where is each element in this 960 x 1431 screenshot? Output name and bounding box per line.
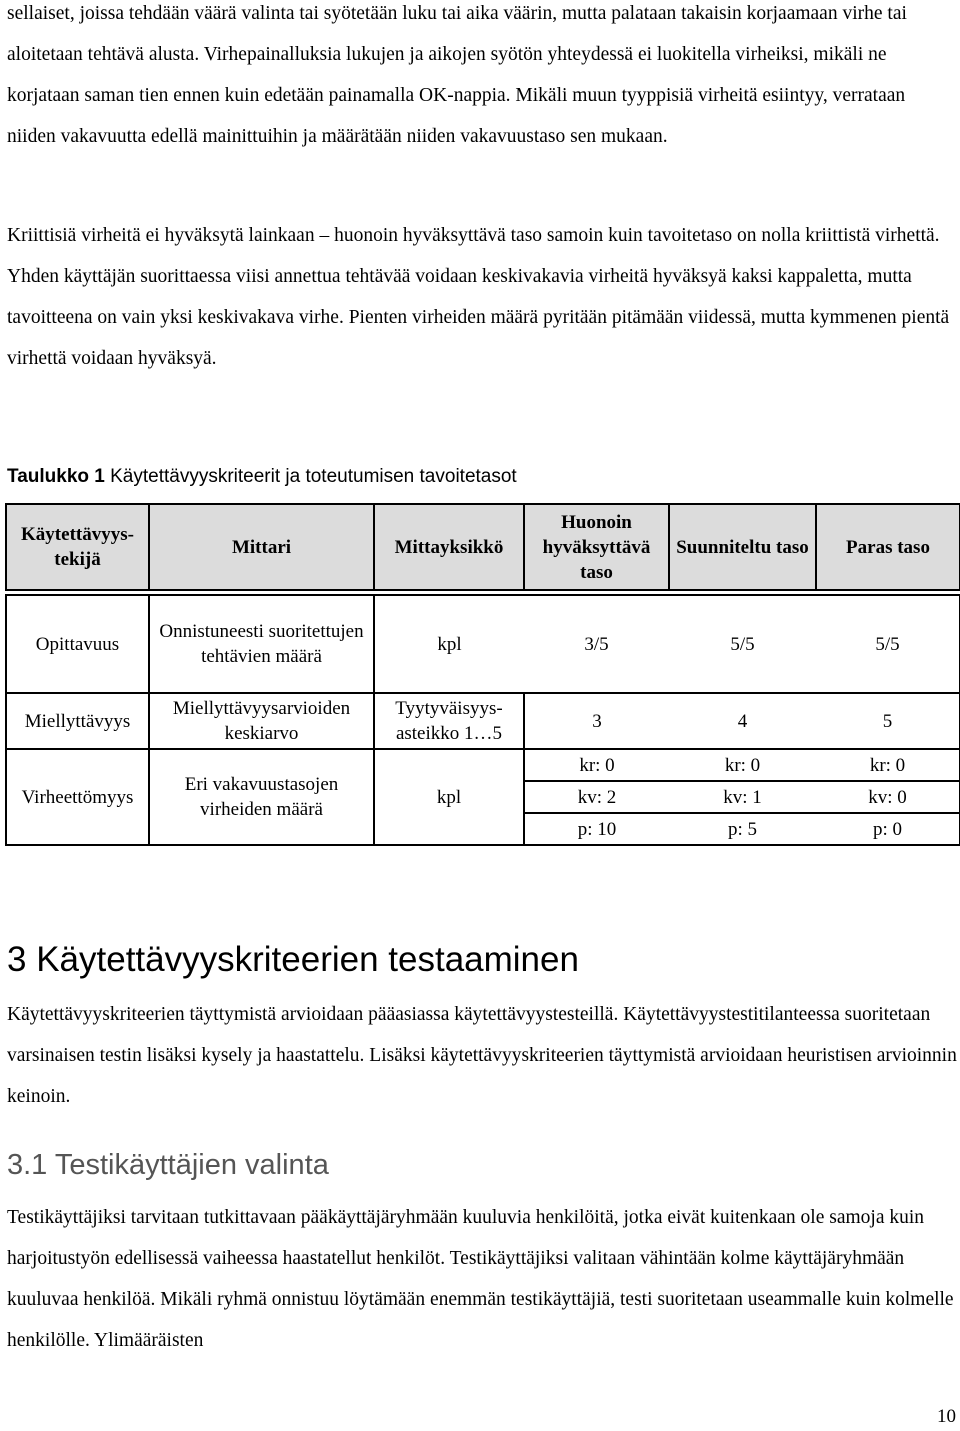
header-best: Paras taso [816,504,960,590]
cell-unit: kpl [374,749,524,845]
usability-criteria-table [5,503,960,846]
table-caption-text: Käytettävyyskriteerit ja toteutumisen tavoitetasot [104,466,517,487]
cell-worst: p: 10 [524,813,669,845]
cell-best: kr: 0 [816,749,960,781]
cell-metric: Onnistuneesti suoritettujen tehtävien määrä [149,595,374,693]
header-planned: Suunniteltu taso [669,504,816,590]
cell-planned: kv: 1 [669,781,816,813]
cell-best: 5/5 [816,595,960,693]
cell-worst: kv: 2 [524,781,669,813]
header-worst: Huonoin hyväksyttävä taso [524,504,669,590]
cell-metric: Miellyttävyysarvioiden keskiarvo [149,693,374,749]
table-header-row [6,504,960,590]
cell-metric: Eri vakavuustasojen virheiden määrä [149,749,374,845]
table-row [6,693,960,749]
cell-unit: Tyytyväisyys-asteikko 1…5 [374,693,524,749]
cell-worst: kr: 0 [524,749,669,781]
cell-factor: Opittavuus [6,595,149,693]
cell-planned: 5/5 [669,595,816,693]
section-3-heading: 3 Käytettävyyskriteerien testaaminen [7,940,579,979]
cell-best: p: 0 [816,813,960,845]
cell-worst: 3/5 [524,595,669,693]
intro-paragraph-2: Kriittisiä virheitä ei hyväksytä lainkaan – huonoin hyväksyttävä taso samoin kuin tavoitetaso on nolla kriittistä virhettä. Yhden käyttäjän suorittaessa viisi annettua tehtävää voidaan keskivakavia virheitä hyväksyä kaksi kappaletta, mutta tavoitteena on vain yksi keskivakava virhe. Pienten virheiden määrä pyritään pitämään viidessä, mutta kymmenen pientä virhettä voidaan hyväksyä. [7,225,950,369]
table-caption-label: Taulukko 1 [7,466,105,487]
cell-factor: Virheettömyys [6,749,149,845]
cell-factor: Miellyttävyys [6,693,149,749]
table-caption [7,463,517,491]
header-factor: Käytettävyys-tekijä [6,504,149,590]
cell-unit: kpl [374,595,524,693]
cell-best: 5 [816,693,960,749]
cell-worst: 3 [524,693,669,749]
table-row [6,749,960,781]
cell-planned: p: 5 [669,813,816,845]
section-3-paragraph: Käytettävyyskriteerien täyttymistä arvioidaan pääasiassa käytettävyystesteillä. Käytettävyystestitilanteessa suoritetaan varsinaisen testin lisäksi kysely ja haastattelu. Lisäksi käytettävyyskriteerien täyttymistä arvioidaan heuristisen arvioinnin keinoin. [7,1004,957,1107]
section-3-1-paragraph: Testikäyttäjiksi tarvitaan tutkittavaan pääkäyttäjäryhmään kuuluvia henkilöitä, jotka eivät kuitenkaan ole samoja kuin harjoitustyön edellisessä vaiheessa haastatellut henkilöt. Testikäyttäjiksi valitaan vähintään kolme käyttäjäryhmään kuuluvaa henkilöä. Mikäli ryhmä onnistuu löytämään enemmän testikäyttäjiä, testi suoritetaan useammalle kuin kolmelle henkilölle. Ylimääräisten [7,1207,954,1351]
header-metric: Mittari [149,504,374,590]
intro-paragraph-1: sellaiset, joissa tehdään väärä valinta tai syötetään luku tai aika väärin, mutta palataan takaisin korjaamaan virhe tai aloitetaan tehtävä alusta. Virhepainalluksia lukujen ja aikojen syötön yhteydessä ei luokitella virheiksi, mikäli ne korjataan saman tien ennen kuin edetään painamalla OK-nappia. Mikäli muun tyyppisiä virheitä esiintyy, verrataan niiden vakavuutta edellä mainittuihin ja määrätään niiden vakavuustaso sen mukaan. [7,3,907,147]
header-unit: Mittayksikkö [374,504,524,590]
page-number: 10 [937,1406,956,1427]
cell-best: kv: 0 [816,781,960,813]
cell-planned: 4 [669,693,816,749]
cell-planned: kr: 0 [669,749,816,781]
table-row [6,595,960,693]
section-3-1-heading: 3.1 Testikäyttäjien valinta [7,1149,329,1181]
